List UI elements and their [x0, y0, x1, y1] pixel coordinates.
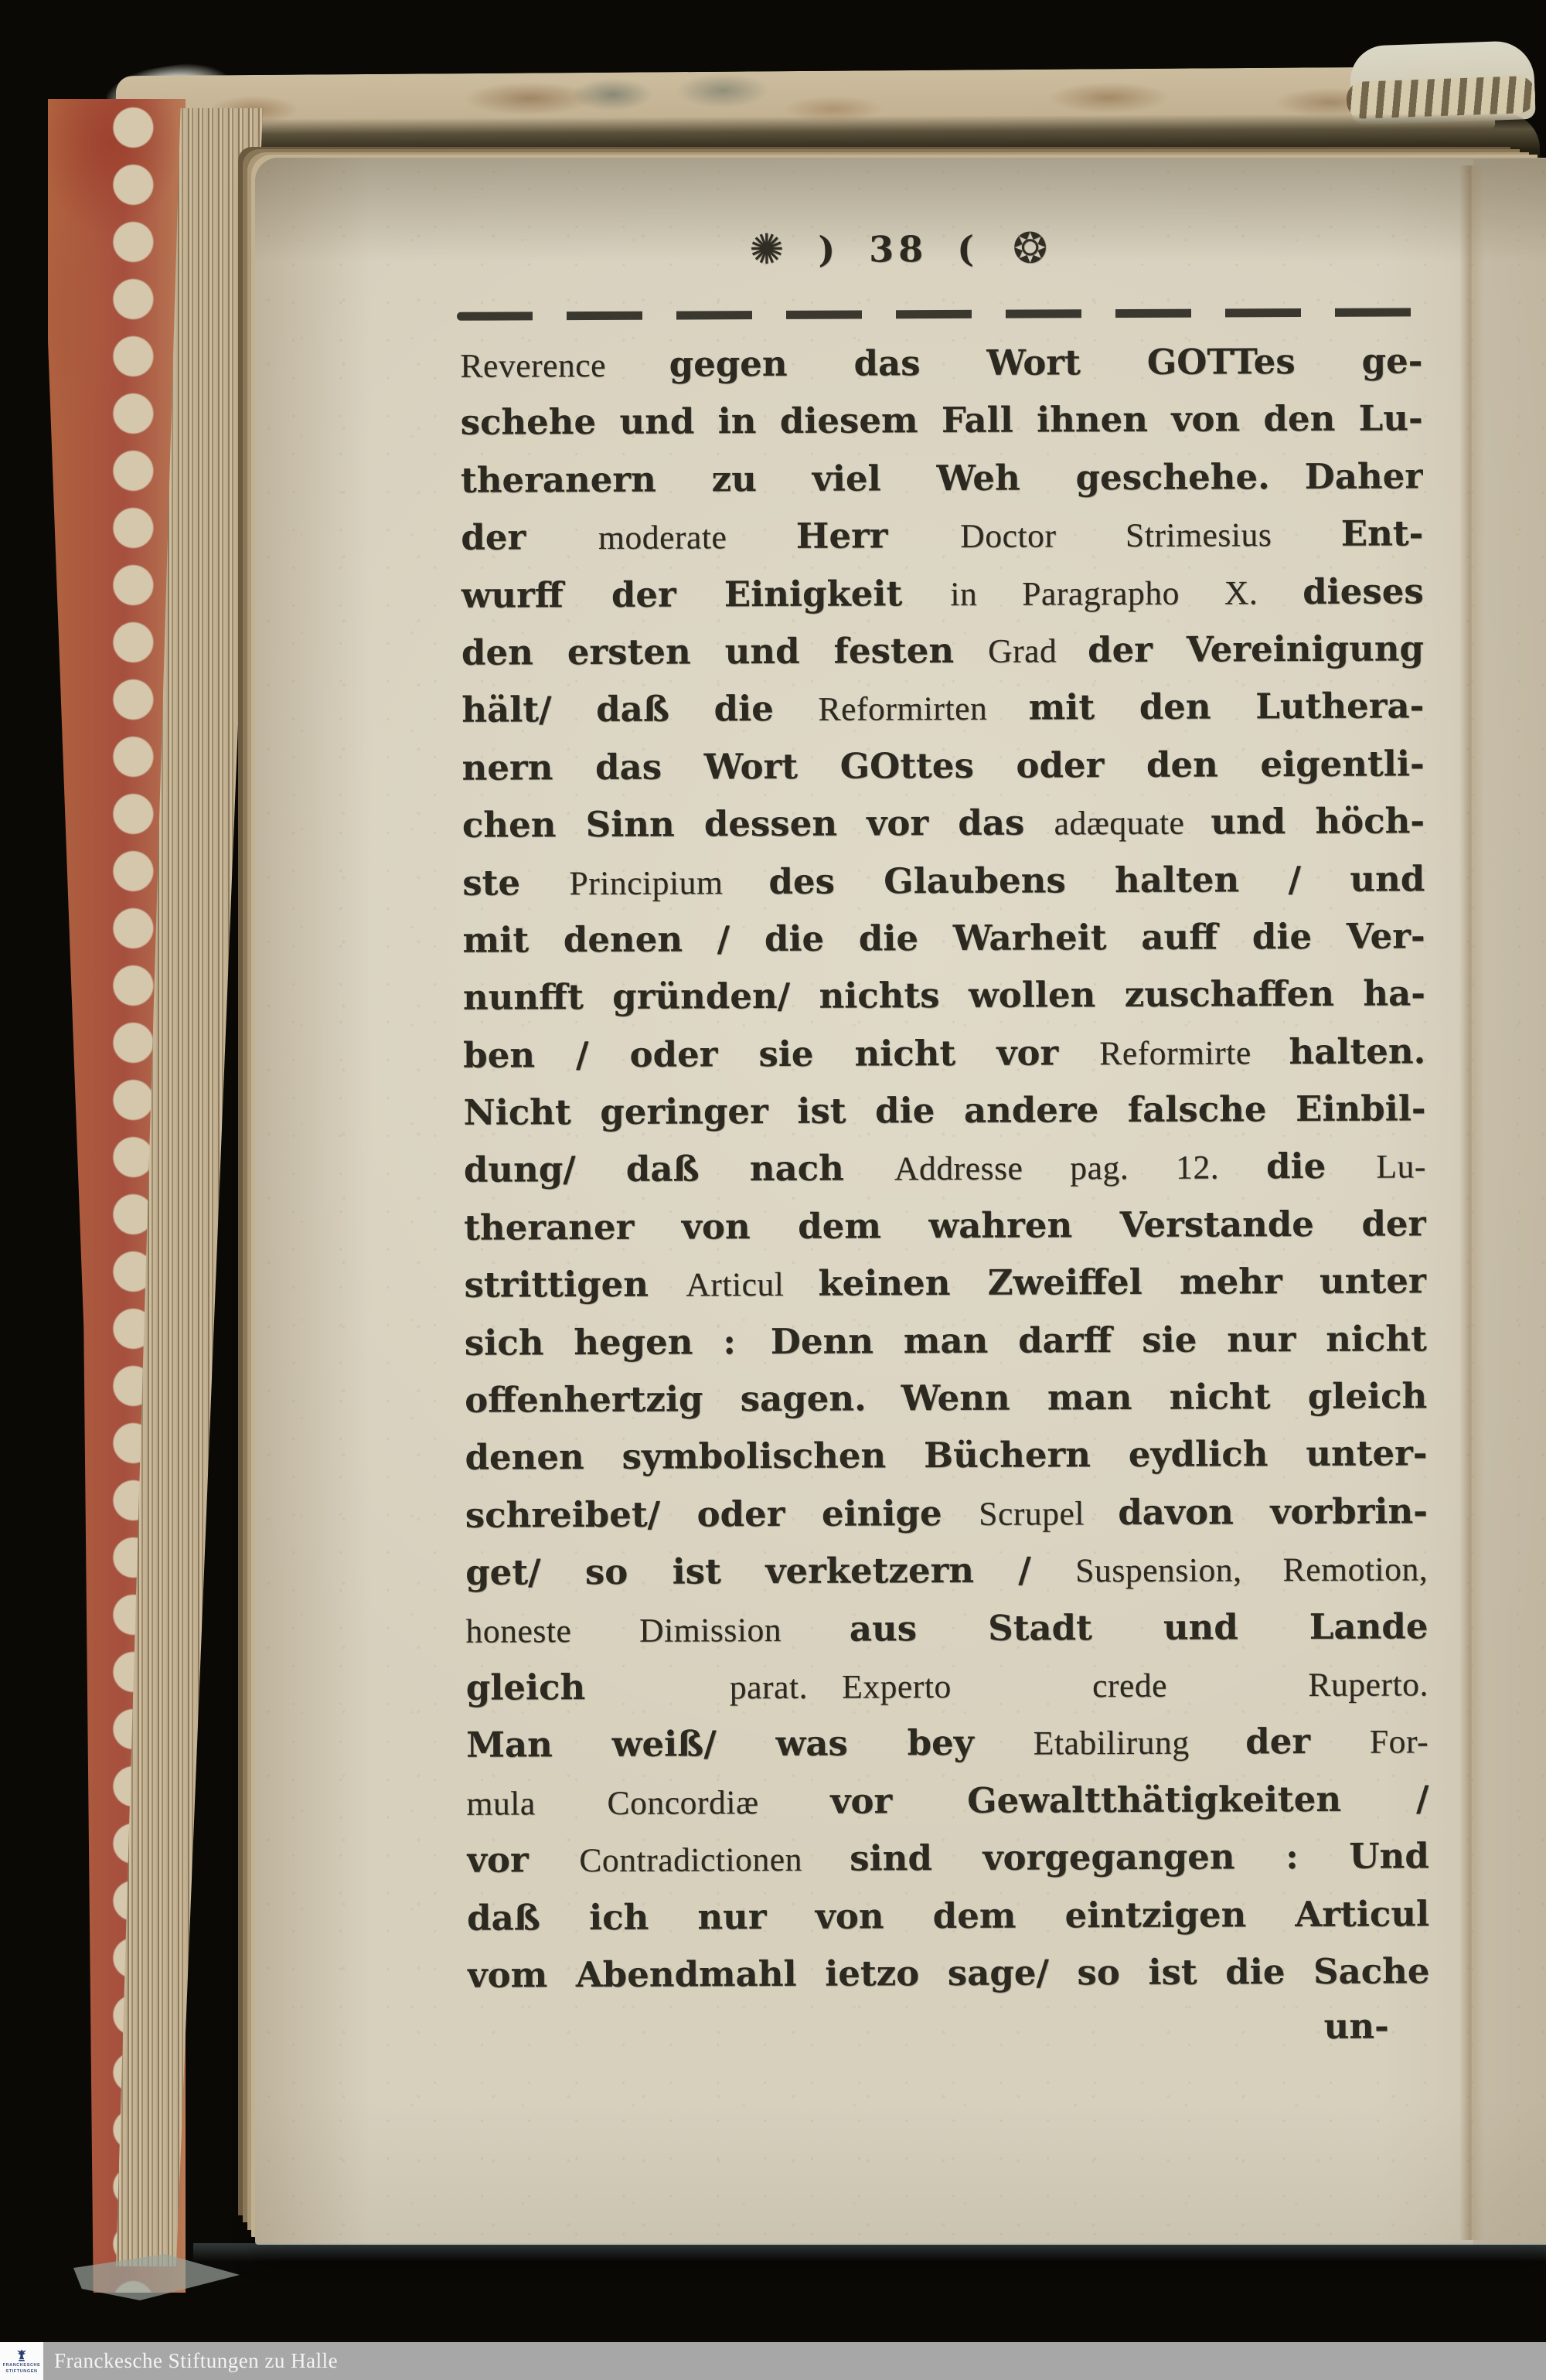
text-line	[467, 1827, 1429, 1889]
watermark-bar	[0, 2342, 1546, 2380]
text-line	[463, 965, 1425, 1027]
text-segment: und höch-	[1211, 800, 1425, 843]
text-segment: davon vorbrin-	[1118, 1490, 1428, 1533]
text-line	[465, 1598, 1428, 1660]
text-segment: Etabilirung	[1033, 1724, 1246, 1762]
text-line	[461, 735, 1424, 797]
text-line	[464, 1253, 1426, 1315]
text-segment: Ent-	[1340, 512, 1424, 554]
text-segment: daß ich nur von dem eintzigen Articul	[466, 1892, 1430, 1939]
text-segment: Scrupel	[979, 1494, 1119, 1533]
text-line	[462, 850, 1425, 912]
text-segment: den ersten und festen	[461, 629, 989, 673]
text-segment: Reformirte	[1099, 1033, 1289, 1072]
logo-caption-line1: FRANCKESCHE	[2, 2363, 41, 2368]
text-line	[464, 1138, 1426, 1200]
text-line	[465, 1310, 1427, 1372]
text-line	[464, 1195, 1426, 1257]
text-segment: theranern zu viel Weh geschehe. Daher	[460, 455, 1424, 501]
text-segment: gegen das Wort GOTTes ge-	[669, 340, 1423, 385]
text-segment: sind vorgegangen : Und	[850, 1835, 1429, 1879]
text-segment: offenhertzig sagen. Wenn man nicht gleich	[465, 1375, 1428, 1421]
text-line	[461, 390, 1423, 452]
text-segment: wurff der Einigkeit	[461, 572, 951, 616]
text-block	[460, 332, 1429, 2004]
foundation-logo	[0, 2342, 43, 2380]
text-segment: aus Stadt und Lande	[849, 1605, 1429, 1650]
text-segment: des Glaubens halten / und	[768, 857, 1425, 902]
text-line	[465, 1367, 1427, 1429]
text-line	[465, 1541, 1428, 1602]
text-segment: der Vereinigung	[1087, 628, 1425, 671]
text-segment: chen Sinn dessen vor das	[461, 802, 1054, 846]
text-segment: Reverence	[460, 346, 669, 385]
header-rule	[457, 308, 1422, 320]
text-segment: mit denen / die die Warheit auff die Ver-	[462, 915, 1425, 961]
text-segment: Addresse pag. 12.	[894, 1149, 1267, 1188]
text-segment: strittigen	[464, 1263, 686, 1306]
text-segment: moderate	[598, 519, 796, 557]
text-segment: der	[1245, 1721, 1370, 1762]
text-segment: Grad	[987, 632, 1088, 670]
text-segment: schehe und in diesem Fall ihnen von den Lu-	[460, 397, 1423, 444]
text-segment: Nicht geringer ist die andere falsche Einbil-	[463, 1088, 1426, 1133]
text-segment: Herr	[795, 515, 961, 557]
text-segment: Contradictionen	[579, 1840, 850, 1880]
text-line	[462, 792, 1425, 854]
page-header	[460, 223, 1422, 274]
text-segment: Articul	[686, 1265, 819, 1304]
text-segment: Man weiß/ was bey	[466, 1721, 1034, 1766]
text-line	[461, 620, 1424, 682]
text-line	[466, 1655, 1429, 1717]
text-segment: dung/ daß nach	[463, 1147, 895, 1191]
text-segment: Reformirten	[818, 689, 1029, 729]
text-segment: Lu-	[1376, 1148, 1426, 1187]
page-number: ) 38 (	[818, 227, 979, 271]
ring-ornament-icon: ❂	[1012, 223, 1048, 273]
text-line	[463, 1023, 1425, 1084]
text-segment: hält/ daß die	[461, 688, 819, 731]
text-segment: ste	[462, 861, 570, 904]
text-segment: gleich	[465, 1666, 730, 1708]
logo-eagle-icon	[15, 2348, 29, 2362]
text-segment: ben / oder sie nicht vor	[463, 1031, 1100, 1076]
text-segment: honeste Dimission	[465, 1611, 850, 1650]
text-segment: Suspension, Remotion,	[1075, 1551, 1429, 1590]
text-segment: sich hegen : Denn man darff sie nur nicht	[464, 1317, 1427, 1364]
text-segment: For-	[1369, 1723, 1429, 1762]
text-segment: denen symbolischen Büchern eydlich unter-	[465, 1432, 1428, 1479]
text-segment: mit den Luthera-	[1028, 685, 1425, 728]
text-segment: nunfft gründen/ nichts wollen zuschaffen ha-	[462, 972, 1426, 1019]
text-segment: Doctor Strimesius	[960, 516, 1341, 556]
text-line	[460, 332, 1422, 394]
text-segment: Principium	[569, 863, 769, 902]
text-line	[465, 1425, 1427, 1487]
text-segment: adæquate	[1054, 804, 1211, 843]
text-line	[466, 1770, 1429, 1832]
text-segment: parat. Experto crede Ruperto.	[729, 1666, 1429, 1707]
rosette-ornament-icon: ✺	[749, 224, 785, 274]
text-segment: der	[461, 516, 599, 558]
text-line	[467, 1885, 1429, 1947]
text-line	[461, 505, 1423, 567]
text-segment: mula Concordiæ	[466, 1783, 831, 1823]
catchword: un-	[1323, 2005, 1389, 2047]
text-segment: die	[1265, 1146, 1377, 1187]
text-line	[463, 1080, 1425, 1142]
text-line	[467, 1942, 1429, 2004]
text-line	[462, 907, 1425, 969]
text-segment: get/ so ist verketzern /	[465, 1549, 1076, 1593]
text-line	[465, 1483, 1428, 1544]
text-segment: nern das Wort GOttes oder den eigentli-	[461, 743, 1425, 788]
text-segment: keinen Zweiffel mehr unter	[818, 1260, 1427, 1304]
text-line	[461, 448, 1423, 509]
text-line	[461, 563, 1423, 625]
text-segment: dieses	[1303, 570, 1424, 612]
text-segment: vor Gewaltthätigkeiten /	[830, 1778, 1429, 1822]
text-segment: in Paragrapho X.	[950, 574, 1303, 613]
text-segment: schreibet/ oder einige	[465, 1492, 979, 1536]
watermark-label: Franckesche Stiftungen zu Halle	[54, 2349, 339, 2372]
logo-caption-line2: STIFTUNGEN	[5, 2368, 38, 2374]
text-segment: theraner von dem wahren Verstande der	[464, 1203, 1427, 1248]
text-line	[466, 1713, 1429, 1775]
text-segment: halten.	[1289, 1030, 1426, 1072]
text-segment: vom Abendmahl ietzo sage/ so ist die Sache	[467, 1950, 1430, 1996]
text-segment: vor	[466, 1839, 580, 1881]
text-line	[461, 678, 1424, 740]
